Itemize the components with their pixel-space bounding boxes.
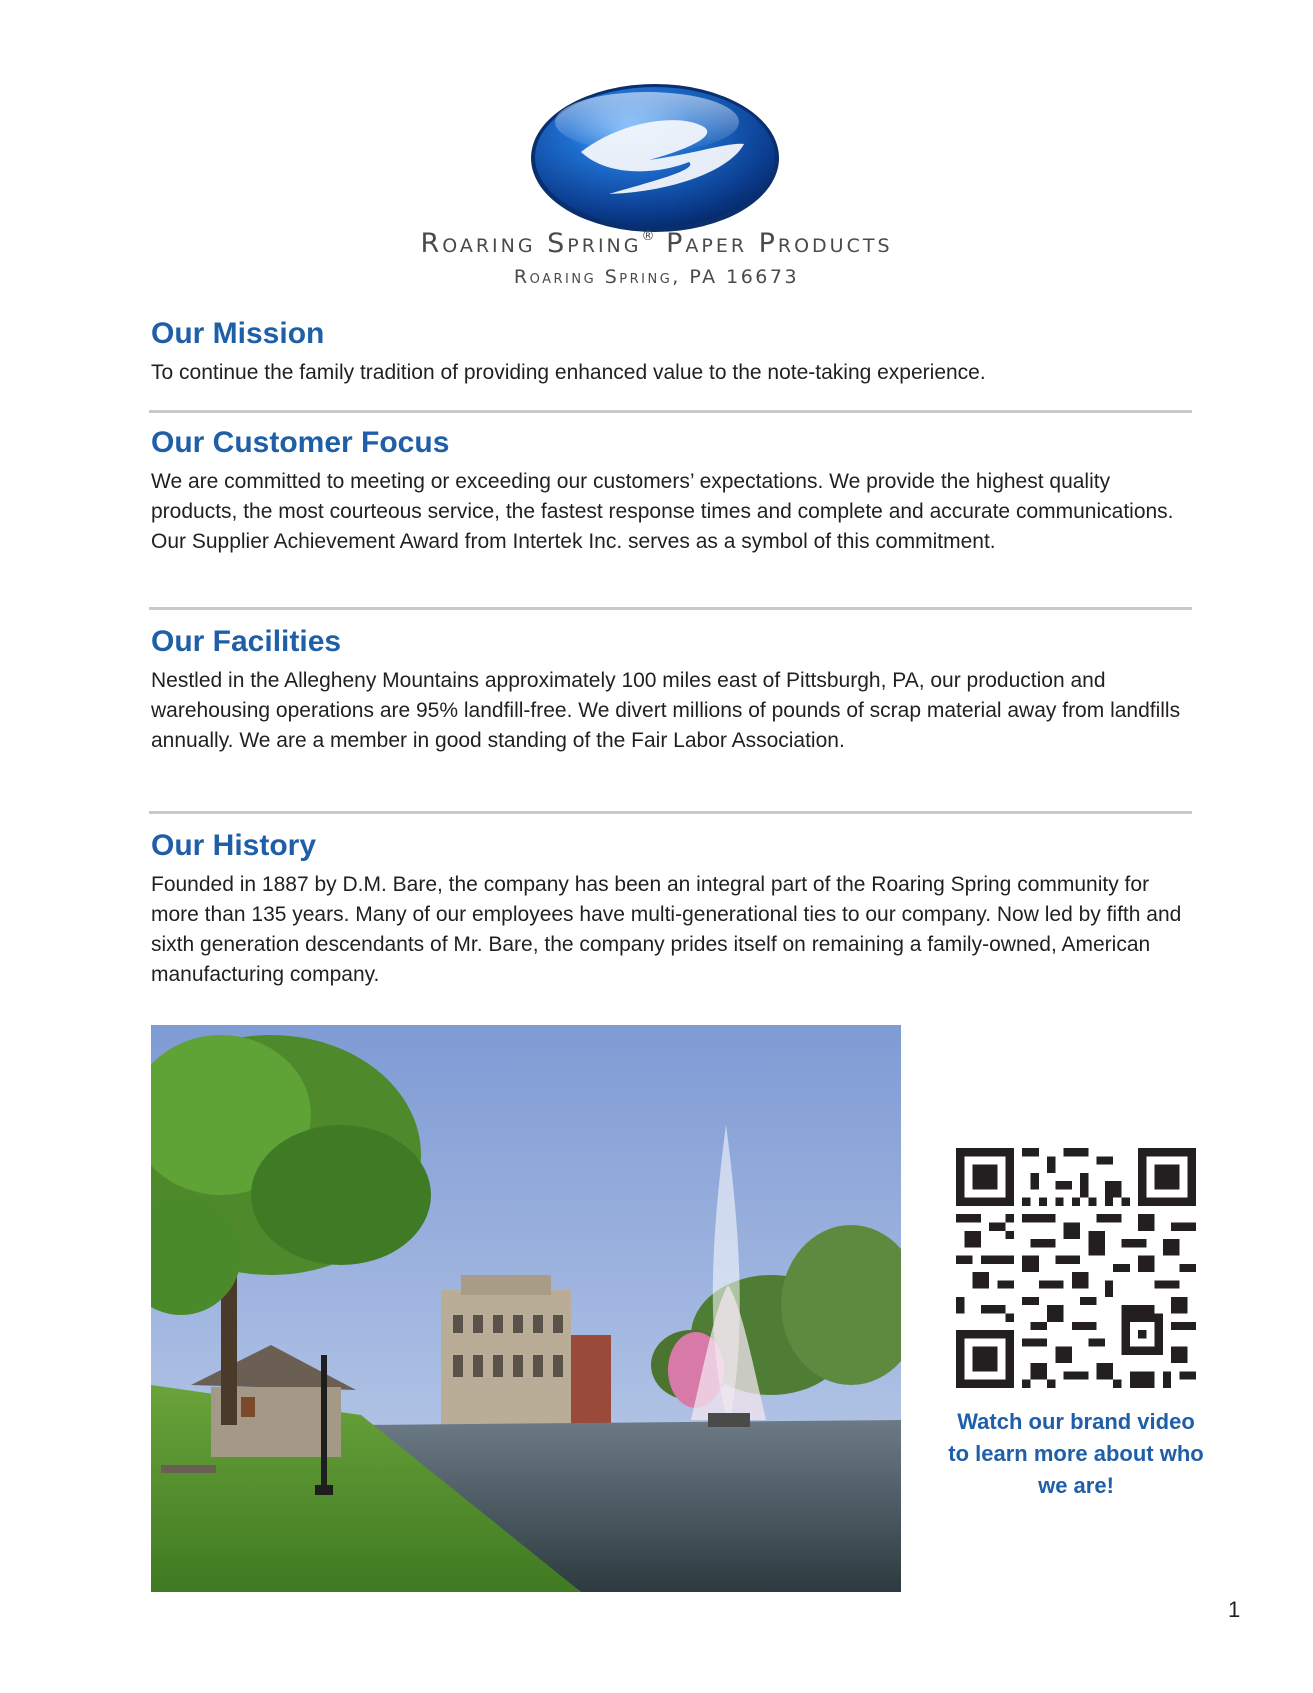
mission-section xyxy=(151,314,1194,388)
history-title: Our History xyxy=(151,829,317,862)
history-section xyxy=(151,826,1194,990)
facilities-section xyxy=(151,622,1194,756)
mission-body: To continue the family tradition of providing enhanced value to the note-taking experience. xyxy=(151,361,986,384)
qr-caption: Watch our brand video to learn more about who we are! xyxy=(948,1409,1204,1498)
customer-focus-section xyxy=(151,423,1194,557)
qr-code[interactable] xyxy=(956,1148,1196,1388)
page-number: 1 xyxy=(1228,1597,1241,1622)
customer-focus-body: We are committed to meeting or exceeding our customers’ expectations. We provide the highest quality products, the most courteous service, the fastest response times and complete and accurate communications. Our Supplier Achievement Award from Intertek Inc. serves as a symbol of this commitment. xyxy=(151,470,1174,553)
divider xyxy=(149,811,1192,814)
company-name: Roaring Spring® Paper Products xyxy=(420,228,893,259)
customer-focus-title: Our Customer Focus xyxy=(151,426,450,459)
facility-photo xyxy=(151,1025,901,1592)
company-address: Roaring Spring, PA 16673 xyxy=(513,266,800,288)
company-logo xyxy=(529,82,781,235)
facilities-body: Nestled in the Allegheny Mountains approximately 100 miles east of Pittsburgh, PA, our production and warehousing operations are 95% landfill-free. We divert millions of pounds of scrap material away from landfills annually. We are a member in good standing of the Fair Labor Association. xyxy=(151,669,1181,752)
mission-title: Our Mission xyxy=(151,317,325,350)
history-body: Founded in 1887 by D.M. Bare, the company has been an integral part of the Roaring Spring community for more than 135 years. Many of our employees have multi-generational ties to our company. Now led by fifth and sixth generation descendants of Mr. Bare, the company prides itself on remaining a family-owned, American manufacturing company. xyxy=(151,873,1182,986)
divider xyxy=(149,607,1192,610)
divider xyxy=(149,410,1192,413)
facilities-title: Our Facilities xyxy=(151,625,342,658)
